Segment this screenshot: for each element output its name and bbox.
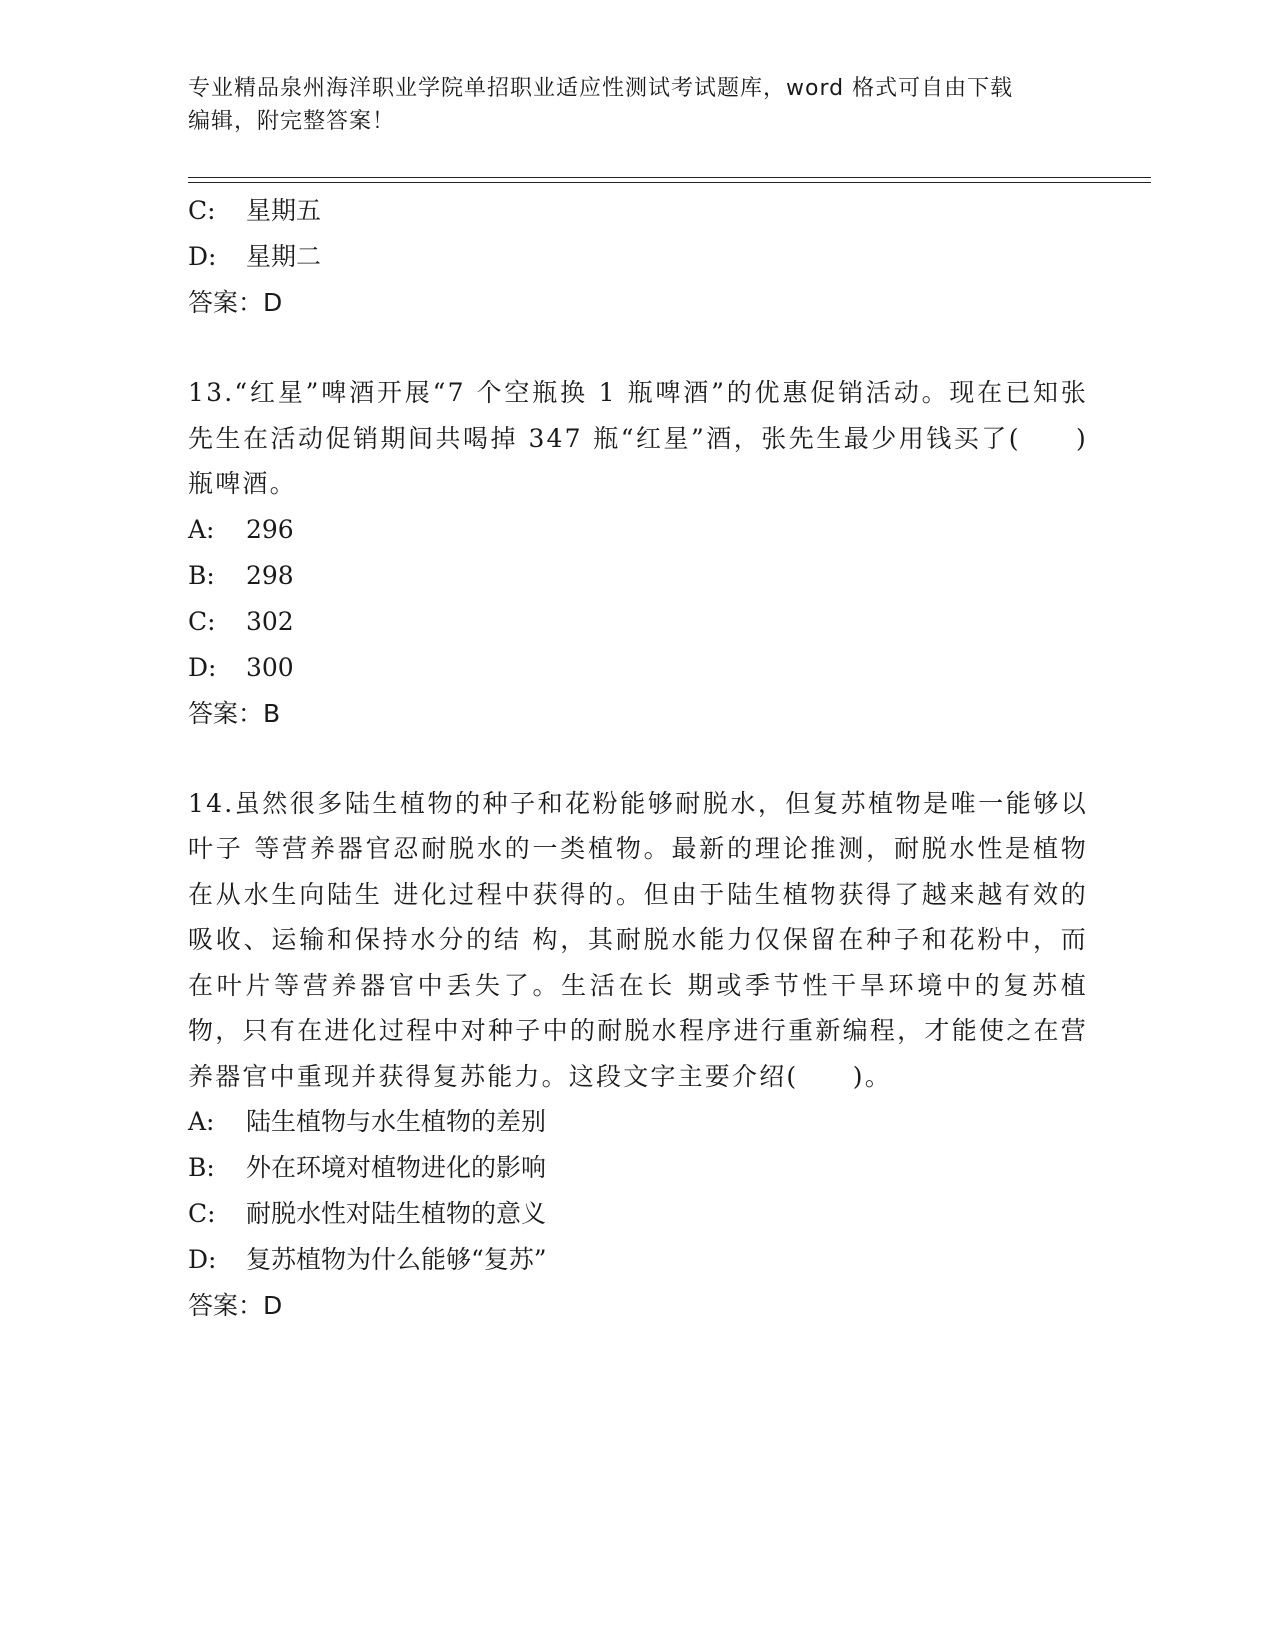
option-text: 复苏植物为什么能够“复苏” bbox=[246, 1245, 547, 1274]
header-line-1: 专业精品泉州海洋职业学院单招职业适应性测试考试题库，word 格式可自由下载 bbox=[188, 76, 1014, 101]
question-14-stem: 14.虽然很多陆生植物的种子和花粉能够耐脱水，但复苏植物是唯一能够以叶子 等营养器官忍耐脱水的一类植物。最新的理论推测，耐脱水性是植物在从水生向陆生 进化过程中获得的。但由于陆生植物获得了越来越有效的吸收、运输和保持水分的结 构，其耐脱水能力仅保留在种子和花粉中，而在叶片等营养器官中丢失了。生活在长 期或季节性干旱环境中的复苏植物，只有在进化过程中对种子中的耐脱水程序进行重新编程，才能使之在营养器官中重现并获得复苏能力。这段文字主要介绍( )。 bbox=[188, 788, 1088, 1091]
option-letter: B: bbox=[188, 1153, 215, 1182]
option-letter: D: bbox=[188, 242, 217, 271]
option-a bbox=[188, 1099, 1088, 1145]
prev-question-answer: 答案：D bbox=[188, 288, 283, 317]
option-letter: C: bbox=[188, 196, 216, 225]
option-text: 耐脱水性对陆生植物的意义 bbox=[246, 1199, 547, 1228]
option-c bbox=[188, 599, 1088, 645]
option-text: 296 bbox=[246, 514, 294, 544]
option-letter: C: bbox=[188, 606, 216, 636]
option-letter: D: bbox=[188, 652, 217, 682]
option-text: 302 bbox=[246, 606, 294, 636]
option-c bbox=[188, 188, 1088, 234]
option-letter: D: bbox=[188, 1245, 217, 1274]
question-content bbox=[188, 188, 1088, 1329]
option-b bbox=[188, 1145, 1088, 1191]
question-14 bbox=[188, 781, 1088, 1330]
option-letter: C: bbox=[188, 1199, 216, 1228]
option-d bbox=[188, 1237, 1088, 1283]
header-divider-top bbox=[188, 177, 1151, 178]
header-line-2: 编辑，附完整答案！ bbox=[188, 109, 396, 134]
option-a bbox=[188, 507, 1088, 553]
option-c bbox=[188, 1191, 1088, 1237]
header-divider-bottom bbox=[188, 182, 1151, 183]
option-letter: A: bbox=[188, 1107, 215, 1136]
question-13-stem: 13.“红星”啤酒开展“7 个空瓶换 1 瓶啤酒”的优惠促销活动。现在已知张先生在活动促销期间共喝掉 347 瓶“红星”酒，张先生最少用钱买了( )瓶啤酒。 bbox=[188, 378, 1088, 498]
document-header bbox=[188, 72, 1088, 138]
option-text: 外在环境对植物进化的影响 bbox=[246, 1153, 547, 1182]
question-13-answer: 答案：B bbox=[188, 698, 281, 728]
question-13 bbox=[188, 370, 1088, 737]
question-14-answer: 答案：D bbox=[188, 1291, 283, 1320]
option-letter: B: bbox=[188, 560, 215, 590]
option-letter: A: bbox=[188, 514, 215, 544]
option-text: 星期二 bbox=[246, 242, 322, 271]
prev-question-options bbox=[188, 188, 1088, 280]
option-text: 星期五 bbox=[246, 196, 322, 225]
option-text: 298 bbox=[246, 560, 294, 590]
option-text: 陆生植物与水生植物的差别 bbox=[246, 1107, 547, 1136]
option-d bbox=[188, 234, 1088, 280]
option-text: 300 bbox=[246, 652, 294, 682]
option-b bbox=[188, 553, 1088, 599]
option-d bbox=[188, 645, 1088, 691]
